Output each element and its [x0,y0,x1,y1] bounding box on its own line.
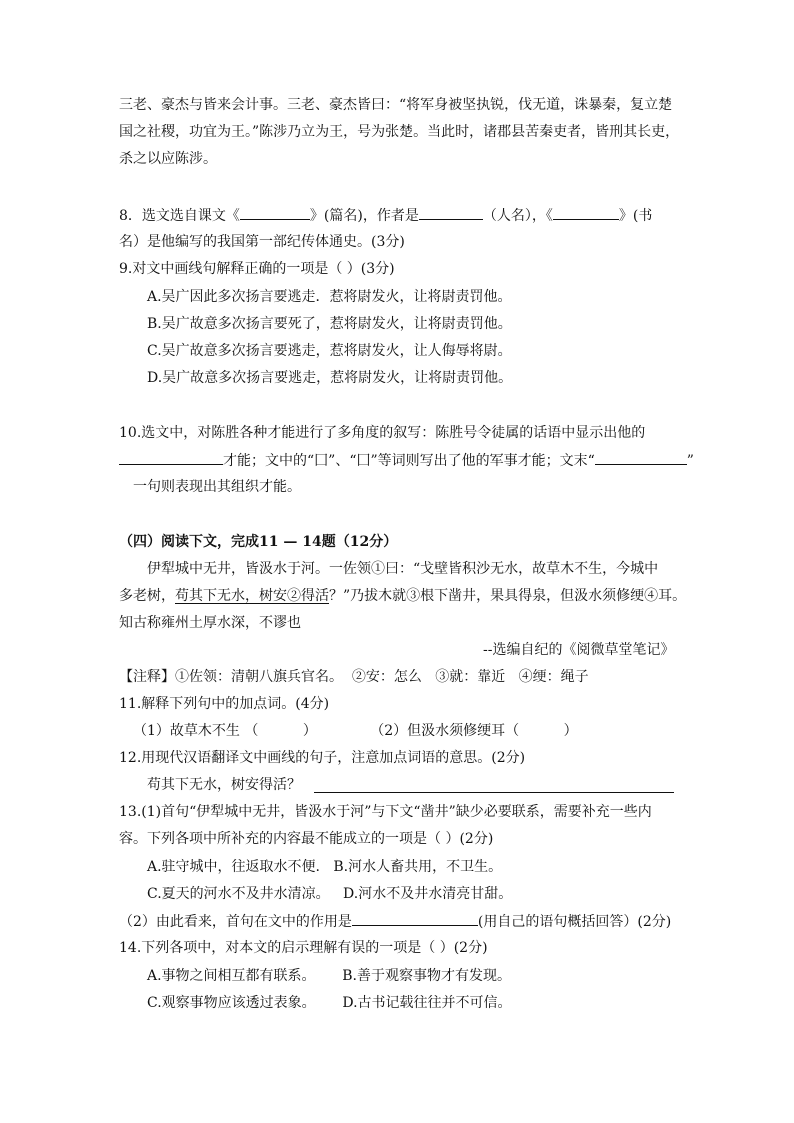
question-11-items[interactable]: （1）故草木不生 （ ） （2）但汲水须修绠耳（ ） [133,723,578,739]
q8-text-b: 》(篇名)，作者是 [309,208,419,224]
q10-text-a: 才能；文中的“囗”、“囗”等词则写出了他的军事才能；文末“ [223,453,595,469]
question-10-line-3: 一句则表现出其组织才能。 [133,479,301,495]
question-9-stem: 9.对文中画线句解释正确的一项是（ ）(3分) [119,261,395,277]
question-12-stem: 12.用现代汉语翻译文中画线的句子，注意加点词语的意思。(2分) [119,750,526,766]
reading-para-line-2 [119,586,686,606]
reading-para-line-1: 伊犁城中无井，皆汲水于河。一佐领①曰：“戈壁皆积沙无水，故草木不生，今城中 [147,561,659,577]
question-12-sentence: 苟其下无水，树安得活？ [147,777,301,793]
q8-text-d: 》(书 [618,208,653,224]
question-13-options-cd[interactable]: C.夏天的河水不及井水清凉。 D.河水不及井水清亮甘甜。 [147,886,513,902]
reading-text-b: ？”乃拔木就③根下凿井，果具得泉，但汲水须修绠④耳。 [329,588,687,604]
question-13-part-2 [119,911,671,932]
question-11-stem: 11.解释下列句中的加点词。(4分) [119,696,330,712]
question-14-options-cd[interactable]: C.观察事物应该透过表象。 D.古书记载往往并不可信。 [147,995,512,1011]
passage-line-2: 国之社稷，功宜为王。”陈涉乃立为王，号为张楚。当此时，诸郡县苦秦吏者，皆刑其长吏， [119,124,680,140]
annotations: 【注释】①佐领：清朝八旗兵官名。 ②安：怎么 ③就：靠近 ④绠：绳子 [119,669,589,685]
q8-blank-author[interactable] [419,205,483,220]
question-9-option-a[interactable]: A.吴广因此多次扬言要逃走．惹将尉发火，让将尉责罚他。 [147,289,512,305]
q13-part2-text-a: （2）由此看来，首句在文中的作用是 [119,914,352,930]
q8-blank-title[interactable] [240,205,310,220]
question-13-options-ab[interactable]: A.驻守城中，往返取水不便. B.河水人畜共用，不卫生。 [147,859,503,875]
question-9-option-c[interactable]: C.吴广故意多次扬言要逃走，惹将尉发火，让人侮辱将尉。 [147,343,512,359]
q12-answer-line[interactable] [314,792,674,793]
passage-line-3: 杀之以应陈涉。 [119,151,217,167]
question-9-option-d[interactable]: D.吴广故意多次扬言要逃走，惹将尉发火，让将尉责罚他。 [147,370,513,386]
underlined-sentence: 苟其下无水，树安②得活 [175,588,329,604]
question-8-line-1 [119,205,652,226]
question-9-option-b[interactable]: B.吴广故意多次扬言要死了，惹将尉发火，让将尉责罚他。 [147,316,512,332]
reading-text-a: 多老树， [119,588,175,604]
q10-blank-1[interactable] [119,450,223,465]
question-8-line-2: 名）是他编写的我国第一部纪传体通史。(3分) [119,234,405,250]
q8-text-a: 8．选文选自课文《 [119,208,240,224]
q8-blank-book[interactable] [553,205,619,220]
q10-text-b: ” [686,453,694,469]
question-13-line-1: 13.(1)首句“伊犁城中无井，皆汲水于河”与下文“凿井”缺少必要联系，需要补充一些内 [119,804,652,820]
question-13-line-2: 容。下列各项中所补充的内容最不能成立的一项是（ ）(2分) [119,831,494,847]
q8-text-c: （人名），《 [482,208,553,224]
reading-para-line-3: 知古称雍州土厚水深，不谬也 [119,615,301,631]
source-citation: --选编自纪的《阅微草堂笔记》 [483,642,675,658]
question-10-line-1: 10.选文中，对陈胜各种才能进行了多角度的叙写：陈胜号令徒属的话语中显示出他的 [119,425,646,441]
question-14-stem: 14.下列各项中，对本文的启示理解有误的一项是（ ）(2分) [119,940,488,956]
question-14-options-ab[interactable]: A.事物之间相互都有联系。 B.善于观察事物才有发现。 [147,968,511,984]
q13-blank[interactable] [352,911,478,926]
section-4-heading: （四）阅读下文，完成11 — 14题（12分） [119,534,398,550]
q13-part2-text-b: (用自己的语句概括回答）(2分) [477,914,672,930]
q10-blank-2[interactable] [595,450,687,465]
question-10-line-2 [119,450,694,471]
passage-line-1: 三老、豪杰与皆来会计事。三老、豪杰皆曰：“将军身被坚执锐，伐无道，诛暴秦，复立楚 [119,97,673,113]
